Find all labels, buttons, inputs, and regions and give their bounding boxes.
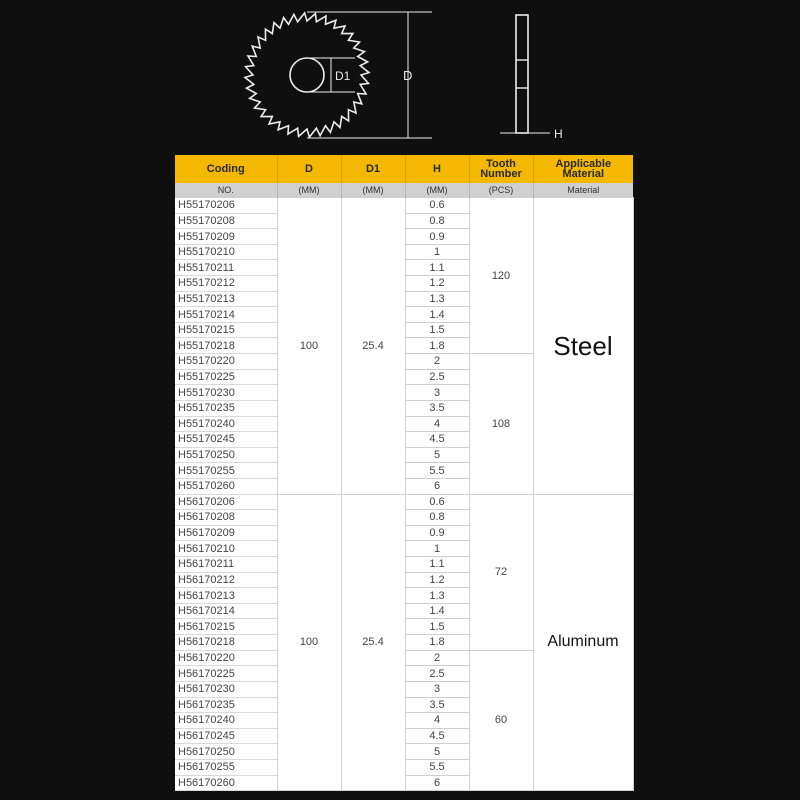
coding-cell: H55170210 bbox=[175, 244, 277, 260]
coding-cell: H56170260 bbox=[175, 775, 277, 791]
h-value-cell: 0.8 bbox=[405, 510, 469, 526]
h-value-cell: 3.5 bbox=[405, 400, 469, 416]
coding-cell: H55170215 bbox=[175, 322, 277, 338]
coding-cell: H55170240 bbox=[175, 416, 277, 432]
coding-cell: H55170206 bbox=[175, 198, 277, 214]
d-value-cell: 100 bbox=[277, 198, 341, 495]
coding-cell: H56170215 bbox=[175, 619, 277, 635]
blade-side-profile bbox=[516, 15, 528, 133]
h-value-cell: 1.5 bbox=[405, 322, 469, 338]
h-value-cell: 1.4 bbox=[405, 307, 469, 323]
material-cell: Steel bbox=[533, 198, 633, 495]
h-value-cell: 2 bbox=[405, 650, 469, 666]
header-coding: Coding bbox=[175, 155, 277, 183]
coding-cell: H56170225 bbox=[175, 666, 277, 682]
subheader-no: NO. bbox=[175, 183, 277, 198]
coding-cell: H56170245 bbox=[175, 728, 277, 744]
h-value-cell: 1 bbox=[405, 541, 469, 557]
coding-cell: H56170220 bbox=[175, 650, 277, 666]
coding-cell: H55170230 bbox=[175, 385, 277, 401]
h-value-cell: 1.4 bbox=[405, 603, 469, 619]
tooth-number-cell: 60 bbox=[469, 650, 533, 790]
h-value-cell: 3 bbox=[405, 385, 469, 401]
h-value-cell: 4.5 bbox=[405, 432, 469, 448]
header-applicable-material: Applicable Material bbox=[533, 155, 633, 183]
d1-label: D1 bbox=[335, 69, 351, 83]
coding-cell: H55170220 bbox=[175, 354, 277, 370]
table-row bbox=[175, 198, 633, 214]
h-value-cell: 0.9 bbox=[405, 525, 469, 541]
h-value-cell: 1.3 bbox=[405, 291, 469, 307]
subheader-tooth-unit: (PCS) bbox=[469, 183, 533, 198]
subheader-material: Material bbox=[533, 183, 633, 198]
blade-side-view bbox=[500, 15, 563, 141]
coding-cell: H55170245 bbox=[175, 432, 277, 448]
coding-cell: H55170209 bbox=[175, 229, 277, 245]
h-value-cell: 2.5 bbox=[405, 666, 469, 682]
h-value-cell: 1.2 bbox=[405, 276, 469, 292]
d1-value-cell: 25.4 bbox=[341, 198, 405, 495]
coding-cell: H55170211 bbox=[175, 260, 277, 276]
coding-cell: H55170250 bbox=[175, 447, 277, 463]
coding-cell: H56170211 bbox=[175, 557, 277, 573]
h-value-cell: 1.8 bbox=[405, 635, 469, 651]
h-value-cell: 1.2 bbox=[405, 572, 469, 588]
h-value-cell: 0.6 bbox=[405, 198, 469, 214]
h-value-cell: 4.5 bbox=[405, 728, 469, 744]
coding-cell: H56170208 bbox=[175, 510, 277, 526]
arbor-hole bbox=[290, 58, 324, 92]
coding-cell: H56170213 bbox=[175, 588, 277, 604]
h-value-cell: 5 bbox=[405, 447, 469, 463]
coding-cell: H56170214 bbox=[175, 603, 277, 619]
h-value-cell: 5 bbox=[405, 744, 469, 760]
h-value-cell: 1.1 bbox=[405, 260, 469, 276]
h-value-cell: 0.9 bbox=[405, 229, 469, 245]
h-label: H bbox=[554, 127, 563, 141]
h-value-cell: 1.3 bbox=[405, 588, 469, 604]
coding-cell: H55170225 bbox=[175, 369, 277, 385]
header-row bbox=[175, 155, 633, 183]
header-h: H bbox=[405, 155, 469, 183]
blade-teeth-outline bbox=[245, 13, 369, 137]
material-cell: Aluminum bbox=[533, 494, 633, 791]
subheader-row bbox=[175, 183, 633, 198]
h-value-cell: 4 bbox=[405, 416, 469, 432]
coding-cell: H55170255 bbox=[175, 463, 277, 479]
saw-blade-diagram bbox=[0, 0, 800, 155]
coding-cell: H56170235 bbox=[175, 697, 277, 713]
h-value-cell: 1.8 bbox=[405, 338, 469, 354]
blade-front-view bbox=[245, 12, 432, 138]
coding-cell: H55170260 bbox=[175, 478, 277, 494]
h-value-cell: 3 bbox=[405, 681, 469, 697]
coding-cell: H56170218 bbox=[175, 635, 277, 651]
coding-cell: H55170214 bbox=[175, 307, 277, 323]
h-value-cell: 5.5 bbox=[405, 463, 469, 479]
h-value-cell: 6 bbox=[405, 775, 469, 791]
subheader-d-unit: (MM) bbox=[277, 183, 341, 198]
h-value-cell: 3.5 bbox=[405, 697, 469, 713]
coding-cell: H56170209 bbox=[175, 525, 277, 541]
subheader-d1-unit: (MM) bbox=[341, 183, 405, 198]
subheader-h-unit: (MM) bbox=[405, 183, 469, 198]
coding-cell: H55170212 bbox=[175, 276, 277, 292]
header-d1: D1 bbox=[341, 155, 405, 183]
coding-cell: H56170255 bbox=[175, 759, 277, 775]
h-value-cell: 4 bbox=[405, 713, 469, 729]
coding-cell: H55170218 bbox=[175, 338, 277, 354]
tooth-number-cell: 72 bbox=[469, 494, 533, 650]
coding-cell: H56170210 bbox=[175, 541, 277, 557]
d1-value-cell: 25.4 bbox=[341, 494, 405, 791]
coding-cell: H56170240 bbox=[175, 713, 277, 729]
coding-cell: H55170208 bbox=[175, 213, 277, 229]
header-d: D bbox=[277, 155, 341, 183]
table-row bbox=[175, 494, 633, 510]
tooth-number-cell: 120 bbox=[469, 198, 533, 354]
h-value-cell: 1.1 bbox=[405, 557, 469, 573]
d-value-cell: 100 bbox=[277, 494, 341, 791]
coding-cell: H56170230 bbox=[175, 681, 277, 697]
h-value-cell: 5.5 bbox=[405, 759, 469, 775]
h-value-cell: 0.8 bbox=[405, 213, 469, 229]
h-value-cell: 2 bbox=[405, 354, 469, 370]
h-value-cell: 1 bbox=[405, 244, 469, 260]
specification-body bbox=[175, 198, 633, 791]
coding-cell: H56170250 bbox=[175, 744, 277, 760]
coding-cell: H55170235 bbox=[175, 400, 277, 416]
coding-cell: H56170212 bbox=[175, 572, 277, 588]
h-value-cell: 2.5 bbox=[405, 369, 469, 385]
h-value-cell: 6 bbox=[405, 478, 469, 494]
specification-table bbox=[175, 155, 634, 791]
h-value-cell: 1.5 bbox=[405, 619, 469, 635]
specification-table-container bbox=[175, 155, 633, 791]
coding-cell: H56170206 bbox=[175, 494, 277, 510]
h-value-cell: 0.6 bbox=[405, 494, 469, 510]
tooth-number-cell: 108 bbox=[469, 354, 533, 494]
d-label: D bbox=[403, 68, 413, 83]
coding-cell: H55170213 bbox=[175, 291, 277, 307]
header-tooth-number: Tooth Number bbox=[469, 155, 533, 183]
